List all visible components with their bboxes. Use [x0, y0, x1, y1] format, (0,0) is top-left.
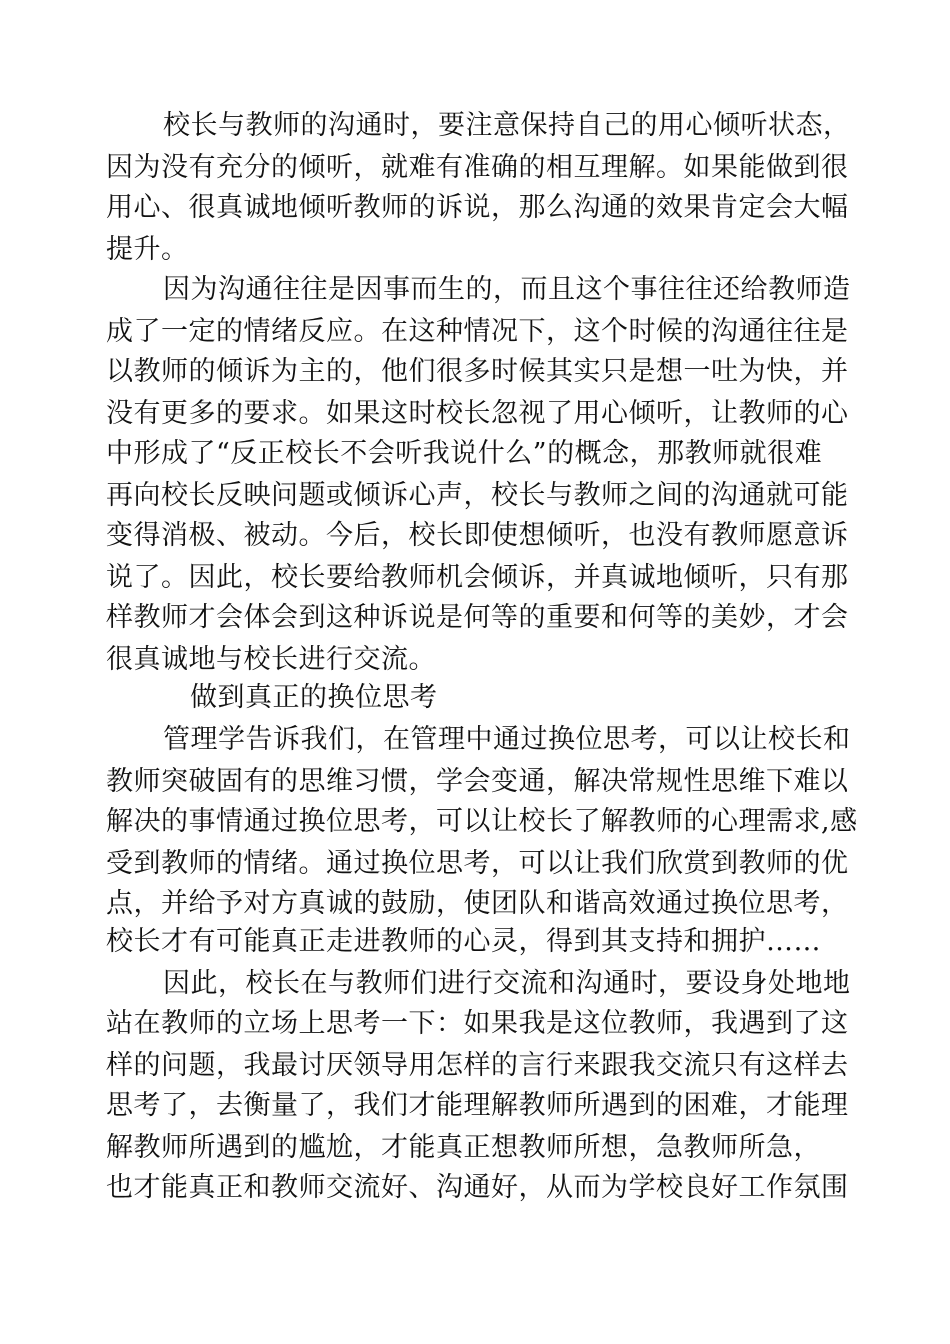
paragraph-4-line-5: 解教师所遇到的尴尬，才能真正想教师所想，急教师所急，: [106, 1132, 821, 1163]
paragraph-4-line-4: 思考了，去衡量了，我们才能理解教师所遇到的困难，才能理: [106, 1090, 849, 1121]
paragraph-2-line-4: 没有更多的要求。如果这时校长忽视了用心倾听，让教师的心: [106, 398, 849, 429]
paragraph-1-line-3: 用心、很真诚地倾听教师的诉说，那么沟通的效果肯定会大幅: [106, 192, 849, 223]
paragraph-2-line-5: 中形成了“反正校长不会听我说什么”的概念，那教师就很难: [106, 438, 823, 469]
paragraph-1-line-1: 校长与教师的沟通时，要注意保持自己的用心倾听状态，: [163, 110, 851, 141]
paragraph-2-line-8: 说了。因此，校长要给教师机会倾诉，并真诚地倾听，只有那: [106, 562, 849, 593]
paragraph-1-line-4: 提升。: [106, 234, 189, 265]
paragraph-4-line-1: 因此，校长在与教师们进行交流和沟通时，要设身处地地: [163, 968, 851, 999]
paragraph-2-line-9: 样教师才会体会到这种诉说是何等的重要和何等的美妙，才会: [106, 602, 849, 633]
paragraph-4-line-2: 站在教师的立场上思考一下：如果我是这位教师，我遇到了这: [106, 1008, 849, 1039]
paragraph-3-line-6: 校长才有可能真正走进教师的心灵，得到其支持和拥护……: [106, 926, 821, 957]
paragraph-2-line-7: 变得消极、被动。今后，校长即使想倾听，也没有教师愿意诉: [106, 520, 849, 551]
paragraph-2-line-10: 很真诚地与校长进行交流。: [106, 644, 436, 675]
paragraph-1-line-2: 因为没有充分的倾听，就难有准确的相互理解。如果能做到很: [106, 152, 849, 183]
paragraph-3-line-3: 解决的事情通过换位思考，可以让校长了解教师的心理需求,感: [106, 806, 858, 837]
paragraph-4-line-6: 也才能真正和教师交流好、沟通好，从而为学校良好工作氛围: [106, 1172, 849, 1203]
paragraph-2-line-2: 成了一定的情绪反应。在这种情况下，这个时候的沟通往往是: [106, 316, 849, 347]
section-heading: 做到真正的换位思考: [190, 682, 438, 713]
paragraph-3-line-1: 管理学告诉我们，在管理中通过换位思考，可以让校长和: [163, 724, 851, 755]
paragraph-2-line-6: 再向校长反映问题或倾诉心声，校长与教师之间的沟通就可能: [106, 480, 849, 511]
paragraph-3-line-4: 受到教师的情绪。通过换位思考，可以让我们欣赏到教师的优: [106, 848, 849, 879]
paragraph-2-line-3: 以教师的倾诉为主的，他们很多时候其实只是想一吐为快，并: [106, 356, 849, 387]
paragraph-3-line-2: 教师突破固有的思维习惯，学会变通，解决常规性思维下难以: [106, 766, 849, 797]
paragraph-4-line-3: 样的问题，我最讨厌领导用怎样的言行来跟我交流只有这样去: [106, 1050, 849, 1081]
paragraph-3-line-5: 点，并给予对方真诚的鼓励，使团队和谐高效通过换位思考，: [106, 888, 849, 919]
paragraph-2-line-1: 因为沟通往往是因事而生的，而且这个事往往还给教师造: [163, 274, 851, 305]
